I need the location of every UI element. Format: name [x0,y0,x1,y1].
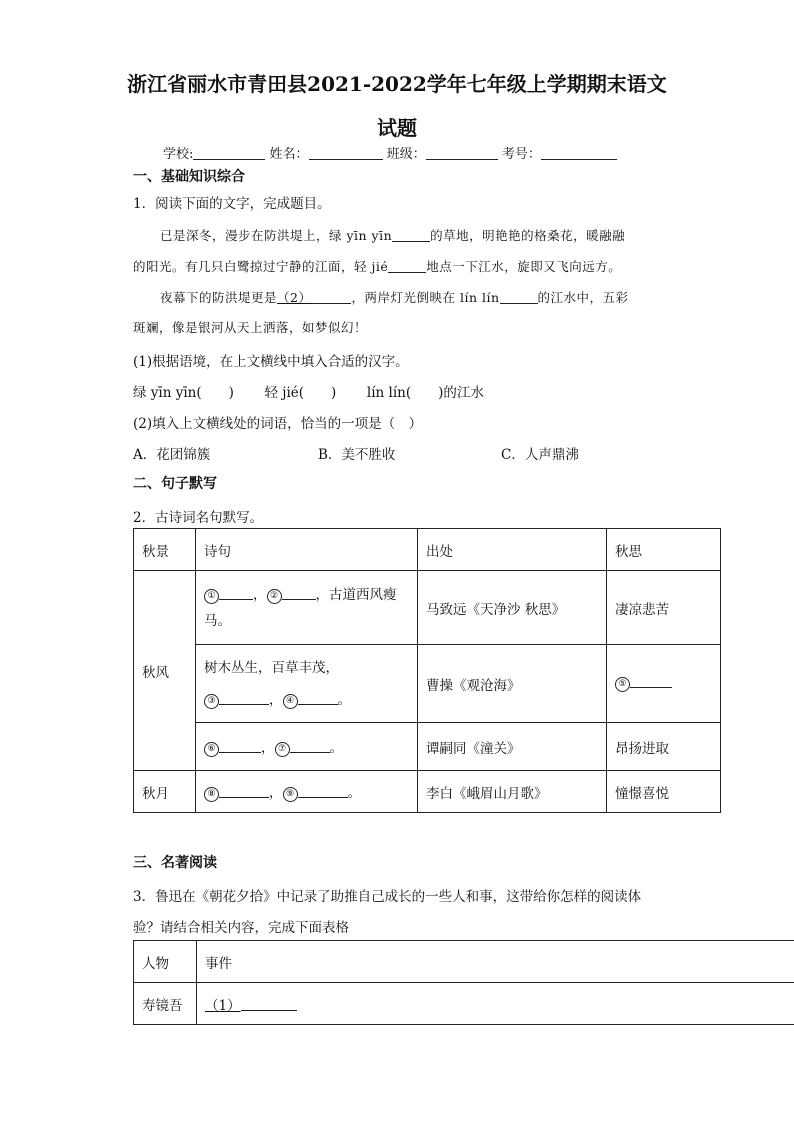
sub-question-1: (1)根据语境，在上文横线中填入合适的汉字。 [133,354,409,370]
mood-cell: ⑤ [607,645,721,723]
answer-blank[interactable] [219,785,269,798]
answer-blank[interactable] [219,587,253,600]
reading-table [133,940,794,1025]
passage-line: 的阳光。有几只白鹭掠过宁静的江面，轻 jié 地点一下江水，旋即又飞向远方。 [133,259,622,274]
person-cell: 寿镜吾 [134,983,197,1025]
source-cell: 李白《峨眉山月歌》 [418,771,607,813]
school-blank[interactable] [193,146,265,160]
answer-blank[interactable] [392,229,430,242]
passage-line: 已是深冬，漫步在防洪堤上，绿 yīn yīn 的草地，明艳艳的格桑花，暖融融 [160,228,626,243]
verse-cell: ① ， ② ，古道西风瘦 马。 [196,571,418,645]
question-1-prompt: 1．阅读下面的文字，完成题目。 [133,196,331,212]
fill-item[interactable]: 轻 jié( ) [264,385,337,401]
fill-item[interactable]: 绿 yīn yīn( ) [133,385,234,401]
document-title-line2: 试题 [377,116,417,140]
name-blank[interactable] [309,146,383,160]
event-cell: （1） [197,983,794,1025]
question-2-prompt: 2．古诗词名句默写。 [133,510,264,526]
document-title: 浙江省丽水市青田县2021-2022学年七年级上学期期末语文 [127,72,667,96]
header-cell: 出处 [418,529,607,571]
mood-cell: 憧憬喜悦 [607,771,721,813]
section-heading: 二、句子默写 [133,476,217,492]
answer-blank[interactable] [282,587,316,600]
table-header-row [134,529,721,571]
source-cell: 谭嗣同《潼关》 [418,723,607,771]
source-cell: 曹操《观沧海》 [418,645,607,723]
section-heading: 三、名著阅读 [133,855,217,871]
option-c[interactable]: C．人声鼎沸 [501,447,579,463]
sub-question-2: (2)填入上文横线处的词语，恰当的一项是（ ） [133,416,423,432]
fill-line [133,381,484,401]
header-cell: 秋景 [134,529,196,571]
header-cell: 秋思 [607,529,721,571]
source-cell: 马致远《天净沙 秋思》 [418,571,607,645]
fill-item[interactable]: lín lín( )的江水 [366,385,484,401]
name-label: 姓名： [269,147,309,162]
passage-line: 斑斓，像是银河从天上洒落，如梦似幻！ [133,320,368,335]
answer-blank[interactable] [290,740,330,753]
verse-cell: 树木丛生，百草丰茂， ③ ， ④ 。 [196,645,418,723]
answer-blank[interactable] [219,740,261,753]
header-cell: 事件 [197,941,794,983]
answer-blank[interactable] [388,260,426,273]
class-blank[interactable] [426,146,498,160]
answer-blank[interactable] [500,291,538,304]
header-cell: 人物 [134,941,197,983]
answer-blank[interactable] [241,998,297,1011]
table-row [134,983,794,1025]
school-label: 学校: [163,147,194,162]
verse-cell: ⑧ ， ⑨ 。 [196,771,418,813]
answer-blank[interactable] [311,291,351,304]
option-b[interactable]: B．美不胜收 [318,447,396,463]
table-row [134,645,721,723]
exam-no-blank[interactable] [541,146,617,160]
section-heading: 一、基础知识综合 [133,169,245,185]
table-row [134,771,721,813]
mood-cell: 昂扬进取 [607,723,721,771]
answer-blank[interactable] [298,692,338,705]
question-3-prompt-cont: 验？请结合相关内容，完成下面表格 [133,920,349,936]
scene-cell: 秋风 [134,571,196,771]
table-row [134,723,721,771]
answer-blank[interactable] [298,785,348,798]
passage-line: 夜幕下的防洪堤更是（2） ，两岸灯光倒映在 lín lín 的江水中，五彩 [160,290,629,305]
answer-blank[interactable] [630,675,672,688]
mood-cell: 凄凉悲苦 [607,571,721,645]
option-a[interactable]: A．花团锦簇 [133,447,211,463]
student-info-line [163,143,617,162]
table-row [134,571,721,645]
class-label: 班级： [386,147,426,162]
verse-cell: ⑥ ， ⑦ 。 [196,723,418,771]
scene-cell: 秋月 [134,771,196,813]
table-header-row [134,941,794,983]
header-cell: 诗句 [196,529,418,571]
exam-no-label: 考号： [501,147,541,162]
answer-blank[interactable] [219,692,269,705]
question-3-prompt: 3．鲁迅在《朝花夕拾》中记录了助推自己成长的一些人和事，这带给你怎样的阅读体 [133,889,642,905]
poetry-table [133,528,721,813]
